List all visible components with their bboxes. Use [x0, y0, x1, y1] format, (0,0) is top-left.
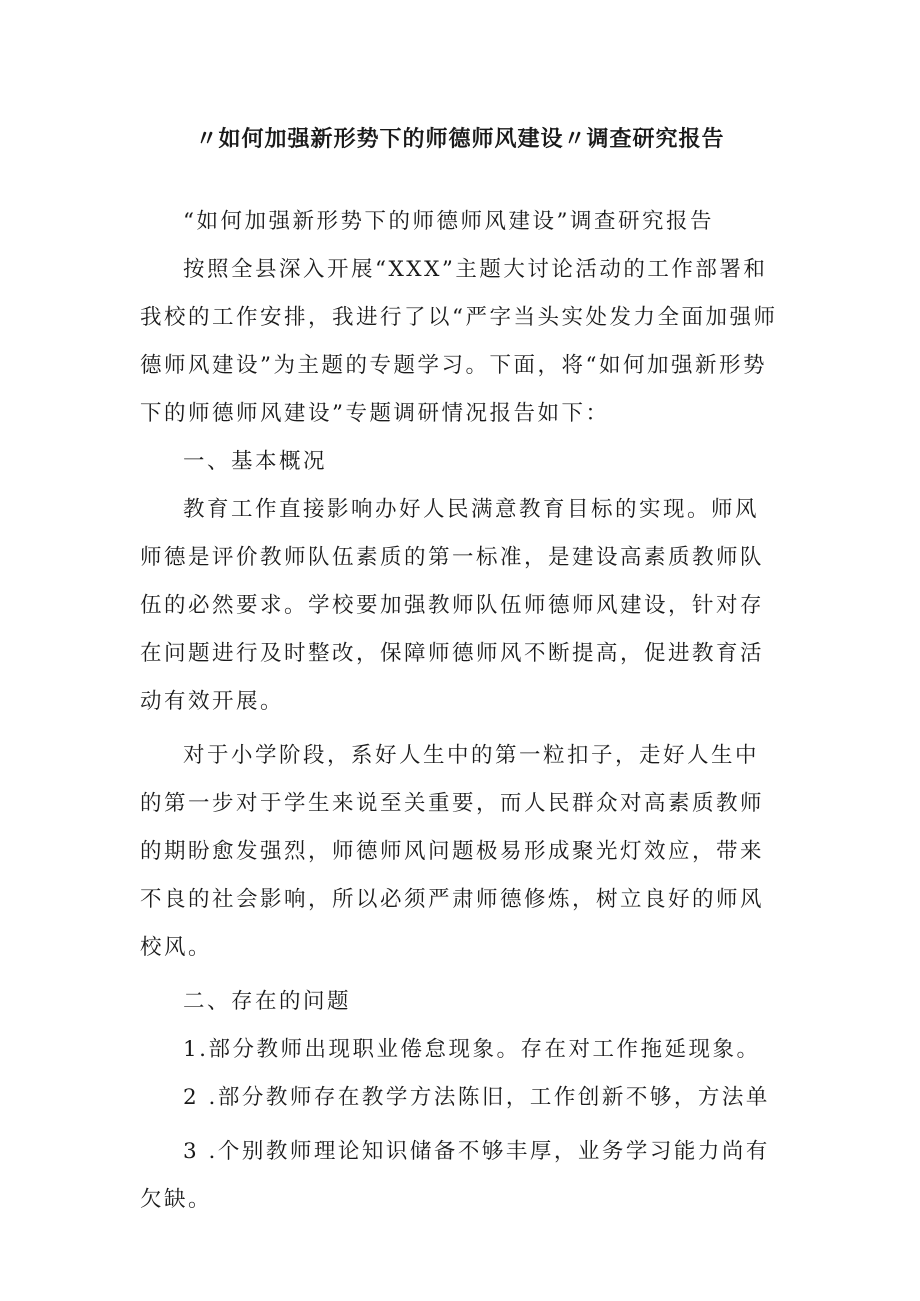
problem-item-2: 2 .部分教师存在教学方法陈旧，工作创新不够，方法单	[183, 1085, 770, 1110]
document-title: 〃如何加强新形势下的师德师风建设〃调查研究报告	[195, 127, 725, 152]
paragraph-overview-1: 教育工作直接影响办好人民满意教育目标的实现。师风师德是评价教师队伍素质的第一标准，是建设高素质教师队伍的必然要求。学校要加强教师队伍师德师风建设，针对存在问题进行及时整改，保障师德师风不断提高，促进教育活动有效开展。	[140, 497, 765, 714]
paragraph-subtitle: “如何加强新形势下的师德师风建设”调查研究报告	[183, 209, 714, 234]
problem-item-3: 3 .个别教师理论知识储备不够丰厚，业务学习能力尚有欠缺。	[140, 1139, 770, 1212]
section-heading-overview: 一、基本概况	[183, 449, 328, 474]
document-body	[140, 198, 780, 1224]
paragraph-intro: 按照全县深入开展“XXX”主题大讨论活动的工作部署和我校的工作安排，我进行了以“严字当头实处发力全面加强师德师风建设”为主题的专题学习。下面，将“如何加强新形势下的师德师风建设”专题调研情况报告如下：	[140, 257, 778, 426]
paragraph-overview-2: 对于小学阶段，系好人生中的第一粒扣子，走好人生中的第一步对于学生来说至关重要，而人民群众对高素质教师的期盼愈发强烈，师德师风问题极易形成聚光灯效应，带来不良的社会影响，所以必须严肃师德修炼，树立良好的师风校风。	[140, 743, 765, 960]
problem-item-1: 1.部分教师出现职业倦怠现象。存在对工作拖延现象。	[183, 1037, 761, 1062]
section-heading-problems: 二、存在的问题	[183, 989, 352, 1014]
